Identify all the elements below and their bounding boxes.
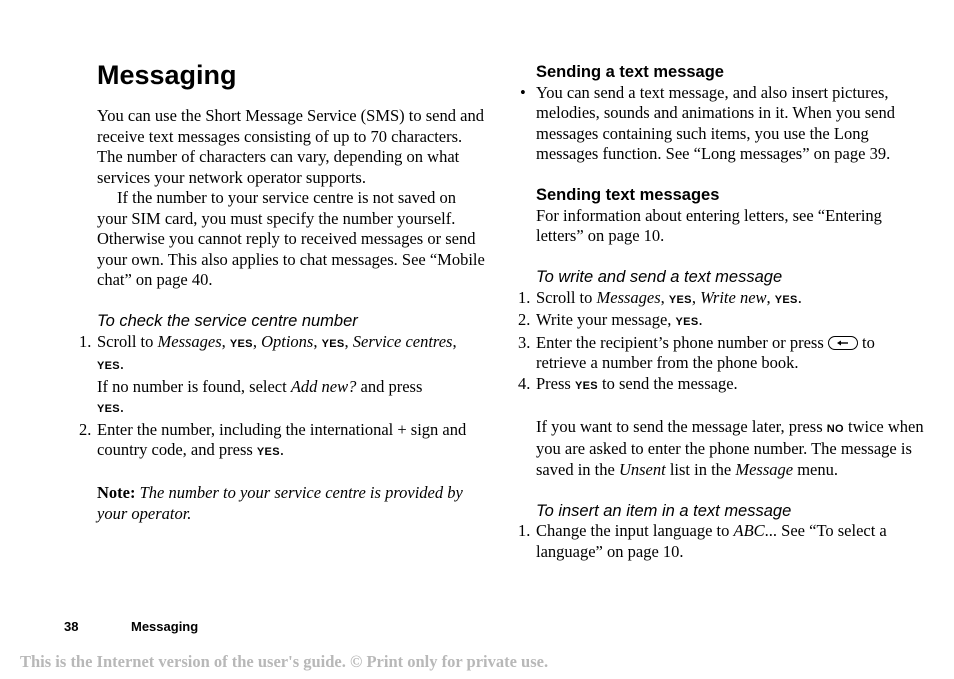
yes-key-label: YES	[675, 316, 699, 328]
disclaimer: This is the Internet version of the user's guide. © Print only for private use.	[20, 652, 549, 671]
intro-paragraph: You can use the Short Message Service (SMS) to send and receive text messages consisting of up to 70 characters. The number of characters can vary, depending on what services your network operator supports.	[97, 106, 484, 187]
page-number: 38	[64, 619, 79, 634]
footer-section: Messaging	[131, 619, 199, 634]
write-steps-list	[518, 287, 928, 397]
list-item: 1. Scroll to Messages, YES, Options, YES, Service centres, YES. If no number is found, select Add new? and press YES.	[79, 331, 457, 416]
page-title: Messaging	[97, 60, 237, 90]
send-later-paragraph: If you want to send the message later, press NO twice when you are asked to enter the phone number. The message is saved in the Unsent list in the Message menu.	[536, 416, 924, 479]
yes-key-label: YES	[256, 446, 280, 458]
arrow-left-key-icon	[828, 336, 858, 350]
list-item: 2. Enter the number, including the international + sign and country code, and press YES.	[79, 419, 467, 459]
yes-key-label: YES	[97, 403, 120, 415]
sending-text-messages-heading: Sending text messages	[536, 186, 720, 204]
yes-key-label: YES	[229, 337, 253, 350]
list-item: 2. Write your message, YES.	[518, 310, 703, 329]
yes-key-label: YES	[668, 293, 692, 306]
list-item: 1. Scroll to Messages, YES, Write new, YES.	[518, 287, 802, 307]
yes-key-label: YES	[97, 360, 120, 372]
step-number: 2.	[79, 419, 92, 439]
insert-item-heading: To insert an item in a text message	[536, 501, 792, 520]
list-item: 1. Change the input language to ABC... See “To select a language” on page 10.	[518, 521, 887, 561]
note-label: Note:	[97, 483, 136, 502]
step-number: 1.	[79, 331, 92, 351]
left-column	[79, 58, 485, 524]
list-item: 4. Press YES to send the message.	[518, 373, 738, 393]
list-item: • You can send a text message, and also insert pictures, melodies, sounds and animations in it. When you send messages containing such items, you use the Long messages function. See “Long messages” on page 39.	[520, 82, 895, 163]
check-steps-list	[79, 331, 485, 463]
note-text: The number to your service centre is provided by your operator.	[97, 483, 463, 523]
note	[97, 483, 485, 524]
list-item: 3. Enter the recipient’s phone number or press to retrieve a number from the phone book.	[518, 332, 875, 372]
bullet-list	[520, 82, 928, 165]
check-service-centre-heading: To check the service centre number	[97, 312, 358, 330]
bullet: •	[520, 82, 526, 102]
sending-text-message-heading: Sending a text message	[536, 63, 724, 81]
service-centre-paragraph: If the number to your service centre is not saved on your SIM card, you must specify the number yourself. Otherwise you cannot reply to received messages or send your own. This also applies to chat messages. See “Mobile chat” on page 40.	[97, 188, 485, 289]
right-column	[518, 62, 928, 562]
entering-letters-paragraph: For information about entering letters, see “Entering letters” on page 10.	[536, 205, 882, 245]
insert-steps-list	[518, 521, 928, 562]
yes-key-label: YES	[774, 293, 798, 306]
yes-key-label: YES	[574, 379, 598, 392]
write-send-heading: To write and send a text message	[536, 268, 783, 286]
page-footer	[64, 619, 198, 634]
yes-key-label: YES	[321, 337, 345, 350]
no-key-label: NO	[826, 422, 844, 435]
